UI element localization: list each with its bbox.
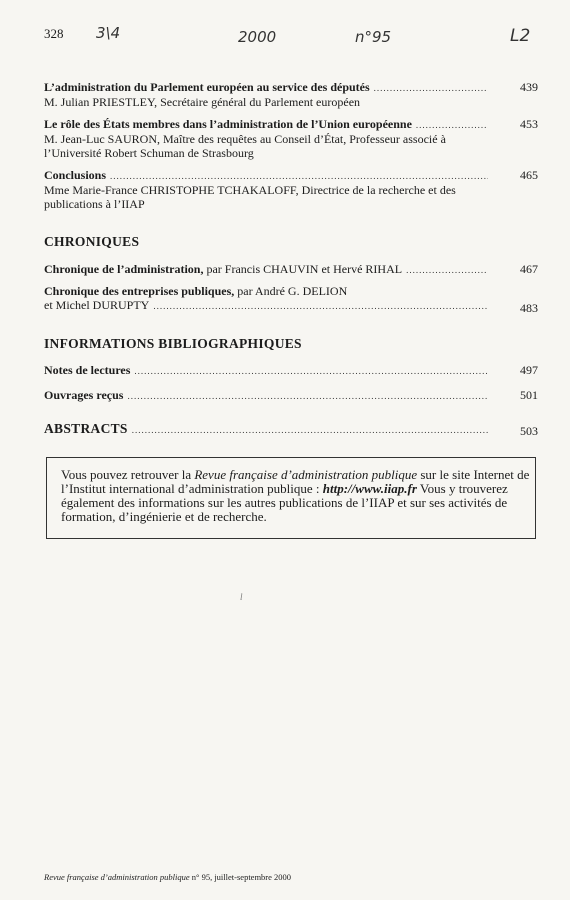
page-number: 328 [44,26,64,41]
dot-leader [374,81,488,95]
section-heading-chroniques: CHRONIQUES [44,234,140,249]
toc-entry-title: Notes de lectures [44,363,131,377]
section-heading-informations: INFORMATIONS BIBLIOGRAPHIQUES [44,336,302,351]
stray-mark: l [240,592,243,602]
dot-leader [127,389,488,403]
dot-leader [132,423,488,437]
notice-part1: Vous pouvez retrouver la [61,467,195,482]
toc-entry-parlement [44,80,538,109]
notice-journal-title: Revue française d’administration publique [194,467,418,482]
toc-entry-author: par Francis CHAUVIN et Hervé RIHAL [206,262,403,276]
handwritten-note-1: 3\4 [96,24,121,42]
notice-box [46,457,536,539]
toc-entry-page: 467 [520,262,538,276]
toc-entry-title: L’administration du Parlement européen au service des députés [44,80,370,94]
toc-entry-title: Conclusions [44,168,107,182]
toc-entry-author: Mme Marie-France CHRISTOPHE TCHAKALOFF, Directrice de la recherche et des publications à l’IIAP [44,183,456,211]
toc-entry-etats-membres [44,117,538,160]
toc-entry-page: 503 [520,424,538,438]
notice-url-link[interactable]: http://www.iiap.fr [322,481,417,496]
toc-entry-page: 465 [520,168,538,182]
notice-part2: sur le site Internet de l’Institut international d’administration publique : [61,467,530,496]
dot-leader [110,169,488,183]
footer-issue: n° 95, juillet-septembre 2000 [189,872,292,882]
toc-entry-ouvrages-recus [44,388,538,403]
toc-entry-abstracts [44,422,538,437]
toc-entry-title: Chronique des entreprises publiques, [44,284,235,298]
toc-entry-title: Ouvrages reçus [44,388,124,402]
section-heading-abstracts: ABSTRACTS [44,421,128,436]
toc-entry-page: 501 [520,388,538,402]
dot-leader [416,118,488,132]
toc-entry-author: M. Jean-Luc SAURON, Maître des requêtes au Conseil d’État, Professeur associé à l’Université Robert Schuman de Strasbourg [44,132,446,160]
toc-entry-page: 497 [520,363,538,377]
toc-entry-title: Le rôle des États membres dans l’administration de l’Union européenne [44,117,412,131]
dot-leader [134,364,488,378]
toc-entry-chronique-administration [44,262,538,277]
toc-entry-notes-lectures [44,363,538,378]
dot-leader [406,263,488,277]
handwritten-note-4: L2 [510,26,531,46]
footer-journal: Revue française d’administration publique [44,872,190,882]
handwritten-note-3: n°95 [355,28,392,46]
toc-entry-page: 483 [520,301,538,315]
footer [44,872,291,882]
toc-entry-title: Chronique de l’administration, [44,262,204,276]
toc-entry-author: par André G. DELION [237,284,348,298]
toc-entry-conclusions [44,168,538,211]
toc-entry-author: M. Julian PRIESTLEY, Secrétaire général du Parlement européen [44,95,361,109]
toc-entry-chronique-entreprises [44,284,538,313]
handwritten-note-2: 2000 [238,28,277,46]
toc-entry-author-line2: et Michel DURUPTY [44,298,150,312]
dot-leader [153,299,488,313]
notice-part3: Vous y trouverez également des informations sur les autres publications de l’IIAP et sur ses activités de formation, d’ingénierie et de recherche. [61,481,508,524]
toc-entry-page: 439 [520,80,538,94]
toc-entry-page: 453 [520,117,538,131]
notice-text [61,468,531,524]
